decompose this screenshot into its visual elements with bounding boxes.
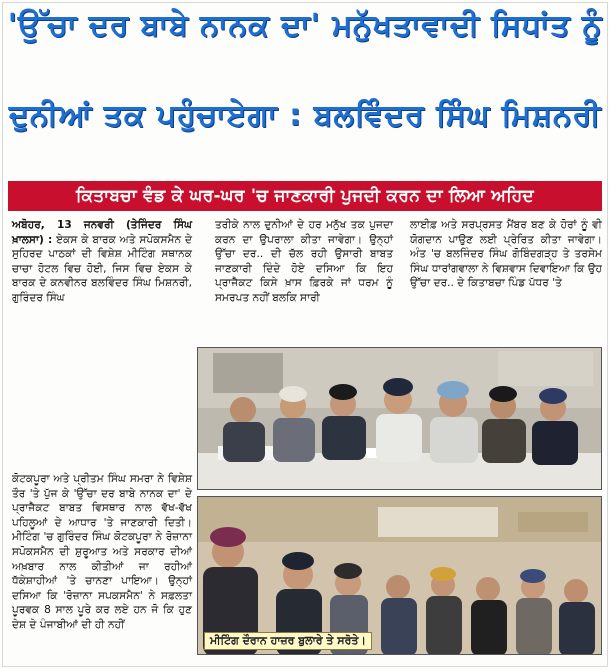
meeting-speakers-photo [197, 347, 602, 490]
article-text-col1-top [12, 218, 192, 306]
article-text-col3: ਲਾਈਫ਼ ਅਤੇ ਸਰਪ੍ਰਸਤ ਮੈਂਬਰ ਬਣ ਕੇ ਹੋਰਾਂ ਨੂੰ ਵੀ ਯੋਗਦਾਨ ਪਾਉਣ ਲਈ ਪ੍ਰੇਰਿਤ ਕੀਤਾ ਜਾਵੇਗਾ। ਅੰਤ 'ਚ ਬਲਜਿੰਦਰ ਸਿੰਘ ਗੋਬਿੰਦਗੜ੍ਹ ਤੇ ਤਰਸੇਮ ਸਿੰਘ ਧਾਰਾਂਗਵਾਲਾ ਨੇ ਵਿਸ਼ਵਾਸ ਦਿਵਾਇਆ ਕਿ ਉਹ ਉੱਚਾ ਦਰ.. ਦੇ ਕਿਤਾਬਚਾ ਪਿੰਡ ਪੱਧਰ 'ਤੇ [410, 219, 602, 290]
dateline: ਅਬੋਹਰ, 13 ਜਨਵਰੀ (ਤੇਜਿੰਦਰ ਸਿੰਘ ਖ਼ਾਲਸਾ) : [12, 219, 192, 246]
article-column-1 [12, 218, 193, 631]
article-text-col1-rest: ਕੋਟਕਪੂਰਾ ਅਤੇ ਪ੍ਰੀਤਮ ਸਿੰਘ ਸਮਰਾ ਨੇ ਵਿਸ਼ੇਸ਼ ਤੌਰ 'ਤੇ ਪੁੱਜ ਕੇ 'ਉੱਚਾ ਦਰ ਬਾਬੇ ਨਾਨਕ ਦਾ' ਦੇ ਪ੍ਰਾਜੈਕਟ ਬਾਬਤ ਵਿਸਥਾਰ ਨਾਲ ਵੱਖ-ਵੱਖ ਪਹਿਲੂਆਂ ਦੇ ਆਧਾਰ 'ਤੇ ਜਾਣਕਾਰੀ ਦਿਤੀ। ਮੀਟਿੰਗ 'ਚ ਗੁਰਿੰਦਰ ਸਿੰਘ ਕੋਟਕਪੂਰਾ ਨੇ ਰੋਜ਼ਾਨਾ ਸਪੋਕਸਮੈਨ ਦੀ ਸ਼ੁਰੂਆਤ ਅਤੇ ਸਰਕਾਰ ਦੀਆਂ ਅਖ਼ਬਾਰ ਨਾਲ ਕੀਤੀਆਂ ਜਾ ਰਹੀਆਂ ਧੱਕੇਸ਼ਾਹੀਆਂ 'ਤੇ ਚਾਨਣਾ ਪਾਇਆ। ਉਨ੍ਹਾਂ ਦਸਿਆ ਕਿ 'ਰੋਜ਼ਾਨਾ ਸਪਕਸਮੈਨ' ਨੇ ਸਫ਼ਲਤਾ ਪੂਰਵਕ 8 ਸਾਲ ਪੂਰੇ ਕਰ ਲਏ ਹਨ ਜੋ ਕਿ ਹੁਣ ਦੇਸ਼ ਦੇ ਪੰਜਾਬੀਆਂ ਦੀ ਹੀ ਨਹੀਂ [12, 473, 192, 631]
speakers-photo-illustration [198, 348, 602, 490]
headline-line-1: 'ਉੱਚਾ ਦਰ ਬਾਬੇ ਨਾਨਕ ਦਾ' ਮਨੁੱਖਤਾਵਾਦੀ ਸਿਧਾਂਤ ਨੂੰ [7, 8, 603, 43]
subheadline-banner [8, 181, 602, 211]
article-column-2 [215, 218, 393, 306]
subheadline: ਕਿਤਾਬਚਾ ਵੰਡ ਕੇ ਘਰ-ਘਰ 'ਚ ਜਾਣਕਾਰੀ ਪੁਜਦੀ ਕਰਨ ਦਾ ਲਿਆ ਅਹਿਦ [75, 186, 534, 206]
meeting-audience-photo [197, 496, 602, 655]
photo-caption: ਮੀਟਿੰਗ ਦੌਰਾਨ ਹਾਜ਼ਰ ਬੁਲਾਰੇ ਤੇ ਸਰੋਤੇ। [204, 632, 372, 650]
article-column-3 [410, 218, 602, 291]
headline-line-2: ਦੁਨੀਆਂ ਤਕ ਪਹੁੰਚਾਏਗਾ : ਬਲਵਿੰਦਰ ਸਿੰਘ ਮਿਸ਼ਨਰੀ [8, 98, 602, 133]
article-col1-top-text: ਏਕਸ ਕੇ ਬਾਰਕ ਅਤੇ ਸਪੋਕਸਮੈਨ ਦੇ ਸੁਹਿਰਦ ਪਾਠਕਾਂ ਦੀ ਵਿਸ਼ੇਸ਼ ਮੀਟਿੰਗ ਸਥਾਨਕ ਚਾਚਾ ਹੋਟਲ ਵਿਚ ਹੋਈ, ਜਿਸ ਵਿਚ ਏਕਸ ਕੇ ਬਾਰਕ ਦੇ ਕਨਵੀਨਰ ਬਲਵਿੰਦਰ ਸਿੰਘ ਮਿਸ਼ਨਰੀ, ਗੁਰਿੰਦਰ ਸਿੰਘ [12, 233, 193, 304]
article-text-col2: ਤਰੀਕੇ ਨਾਲ ਦੁਨੀਆਂ ਦੇ ਹਰ ਮਨੁੱਖ ਤਕ ਪੁਜਦਾ ਕਰਨ ਦਾ ਉਪਰਾਲਾ ਕੀਤਾ ਜਾਵੇਗਾ। ਉਨ੍ਹਾਂ ਉੱਚਾ ਦਰ.. ਦੀ ਚੱਲ ਰਹੀ ਉਸਾਰੀ ਬਾਬਤ ਜਾਣਕਾਰੀ ਦਿੰਦੇ ਹੋਏ ਦਸਿਆ ਕਿ ਇਹ ਪ੍ਰਾਜੈਕਟ ਕਿਸੇ ਖ਼ਾਸ ਫ਼ਿਰਕੇ ਜਾਂ ਧਰਮ ਨੂੰ ਸਮਰਪਤ ਨਹੀਂ ਬਲਕਿ ਸਾਰੀ [215, 219, 393, 304]
